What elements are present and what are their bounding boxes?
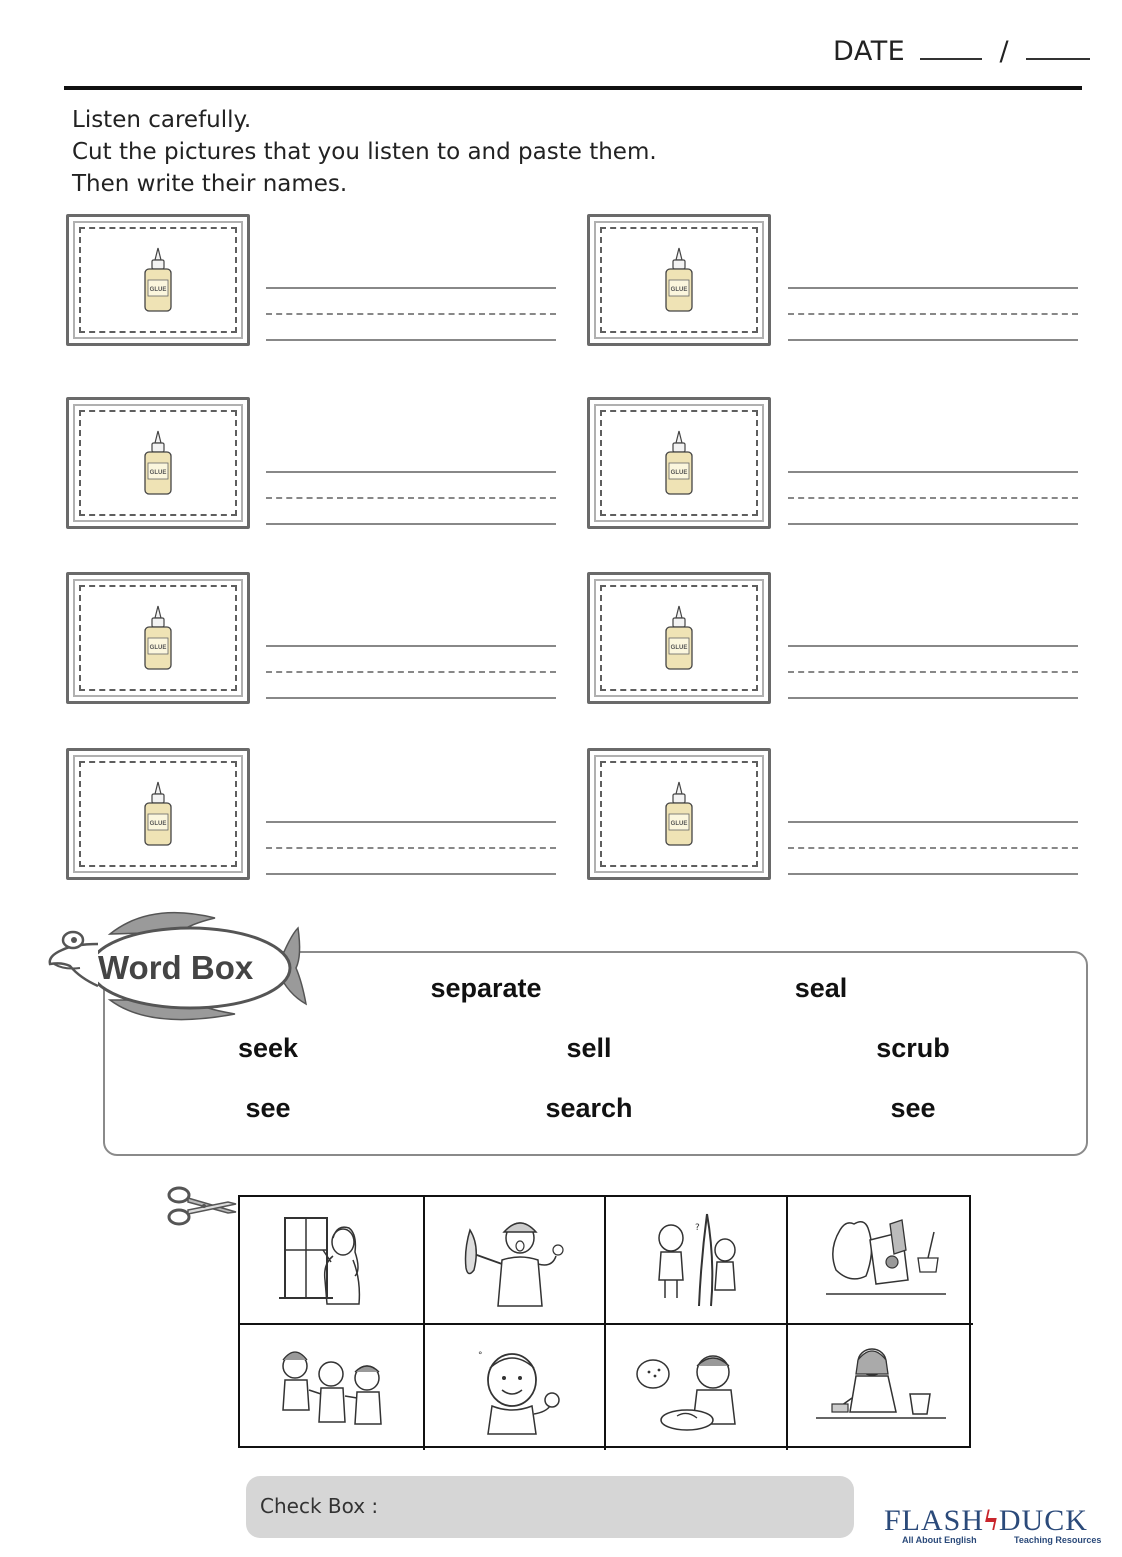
writing-lines[interactable] — [788, 471, 1078, 527]
picture-cell[interactable] — [240, 1197, 425, 1325]
date-day-blank[interactable] — [1026, 36, 1090, 60]
sealing-letter-icon — [806, 1210, 956, 1310]
writing-lines[interactable] — [788, 821, 1078, 877]
date-label: DATE — [833, 36, 906, 67]
paste-box[interactable] — [587, 748, 771, 880]
glue-bottle-icon — [662, 429, 696, 497]
instruction-line: Listen carefully. — [72, 107, 252, 133]
word-see-2: see — [890, 1093, 936, 1123]
svg-text:°: ° — [477, 1350, 482, 1361]
paste-box[interactable] — [66, 214, 250, 346]
writing-line — [266, 645, 556, 647]
instruction-line: Then write their names. — [72, 171, 348, 197]
paste-box[interactable] — [587, 214, 771, 346]
writing-lines[interactable] — [266, 645, 556, 701]
check-box-label: Check Box : — [260, 1494, 379, 1518]
svg-text:GLUE: GLUE — [149, 645, 167, 651]
writing-line — [266, 671, 556, 673]
glue-bottle-icon — [662, 246, 696, 314]
picture-cell[interactable] — [606, 1197, 788, 1325]
writing-line — [266, 339, 556, 341]
writing-line — [788, 339, 1078, 341]
writing-line — [788, 697, 1078, 699]
svg-text:GLUE: GLUE — [149, 470, 167, 476]
cutout-picture-grid — [238, 1195, 971, 1448]
writing-line — [266, 287, 556, 289]
logo-tagline-left: All About English — [902, 1535, 977, 1545]
writing-line — [266, 847, 556, 849]
word-separate: separate — [430, 973, 542, 1003]
writing-line — [266, 497, 556, 499]
scrubbing-floor-icon — [806, 1338, 956, 1438]
date-field — [833, 36, 1090, 67]
kids-hide-and-seek-icon — [621, 1210, 771, 1310]
word-sell: sell — [566, 1033, 612, 1063]
picture-cell[interactable] — [425, 1197, 606, 1325]
picture-cell[interactable] — [788, 1325, 973, 1450]
writing-line — [266, 821, 556, 823]
word-scrub: scrub — [876, 1033, 950, 1063]
boy-searching-icon — [621, 1338, 771, 1438]
writing-line — [788, 287, 1078, 289]
svg-text:GLUE: GLUE — [149, 287, 167, 293]
paste-box[interactable] — [587, 397, 771, 529]
logo-brand — [884, 1504, 1088, 1538]
svg-text:GLUE: GLUE — [670, 645, 688, 651]
writing-line — [266, 523, 556, 525]
glue-bottle-icon — [662, 604, 696, 672]
svg-text:GLUE: GLUE — [670, 287, 688, 293]
word-box-title: Word Box — [98, 949, 254, 986]
paste-box[interactable] — [66, 748, 250, 880]
word-seal: seal — [794, 973, 848, 1003]
lightning-bolt-icon: ϟ — [984, 1504, 999, 1537]
instructions — [72, 104, 657, 200]
writing-line — [788, 471, 1078, 473]
writing-line — [266, 697, 556, 699]
writing-lines[interactable] — [266, 287, 556, 343]
header-divider — [64, 86, 1082, 90]
paste-box[interactable] — [66, 397, 250, 529]
writing-line — [788, 847, 1078, 849]
writing-line — [266, 313, 556, 315]
glue-bottle-icon — [141, 780, 175, 848]
scissors-icon — [166, 1182, 244, 1230]
picture-cell[interactable] — [425, 1325, 606, 1450]
writing-line — [788, 821, 1078, 823]
date-month-blank[interactable] — [920, 36, 982, 60]
writing-lines[interactable] — [788, 287, 1078, 343]
boy-ok-sign-icon — [440, 1338, 590, 1438]
picture-cell[interactable] — [240, 1325, 425, 1450]
writing-lines[interactable] — [266, 821, 556, 877]
girl-at-window-icon — [257, 1210, 407, 1310]
paste-box[interactable] — [587, 572, 771, 704]
writing-line — [788, 497, 1078, 499]
writing-line — [788, 645, 1078, 647]
word-see: see — [245, 1093, 291, 1123]
logo-brand-left: FLASH — [884, 1504, 985, 1537]
writing-line — [788, 313, 1078, 315]
glue-bottle-icon — [141, 604, 175, 672]
picture-cell[interactable] — [788, 1197, 973, 1325]
logo-brand-right: DUCK — [998, 1504, 1088, 1537]
svg-text:GLUE: GLUE — [149, 821, 167, 827]
separating-fight-icon — [257, 1338, 407, 1438]
svg-text:GLUE: GLUE — [670, 470, 688, 476]
date-separator: / — [999, 36, 1010, 67]
flash-duck-logo — [884, 1504, 1110, 1550]
logo-tagline-right: Teaching Resources — [1014, 1535, 1102, 1545]
writing-line — [788, 671, 1078, 673]
fish-seller-icon — [440, 1210, 590, 1310]
writing-line — [266, 471, 556, 473]
paste-box[interactable] — [66, 572, 250, 704]
check-box[interactable] — [246, 1476, 854, 1538]
svg-text:?: ? — [695, 1223, 700, 1233]
word-search: search — [545, 1093, 633, 1123]
glue-bottle-icon — [141, 246, 175, 314]
writing-line — [788, 523, 1078, 525]
picture-cell[interactable] — [606, 1325, 788, 1450]
writing-lines[interactable] — [266, 471, 556, 527]
glue-bottle-icon — [141, 429, 175, 497]
writing-line — [266, 873, 556, 875]
writing-lines[interactable] — [788, 645, 1078, 701]
svg-text:GLUE: GLUE — [670, 821, 688, 827]
writing-line — [788, 873, 1078, 875]
glue-bottle-icon — [662, 780, 696, 848]
instruction-line: Cut the pictures that you listen to and paste them. — [72, 139, 657, 165]
word-seek: seek — [237, 1033, 299, 1063]
